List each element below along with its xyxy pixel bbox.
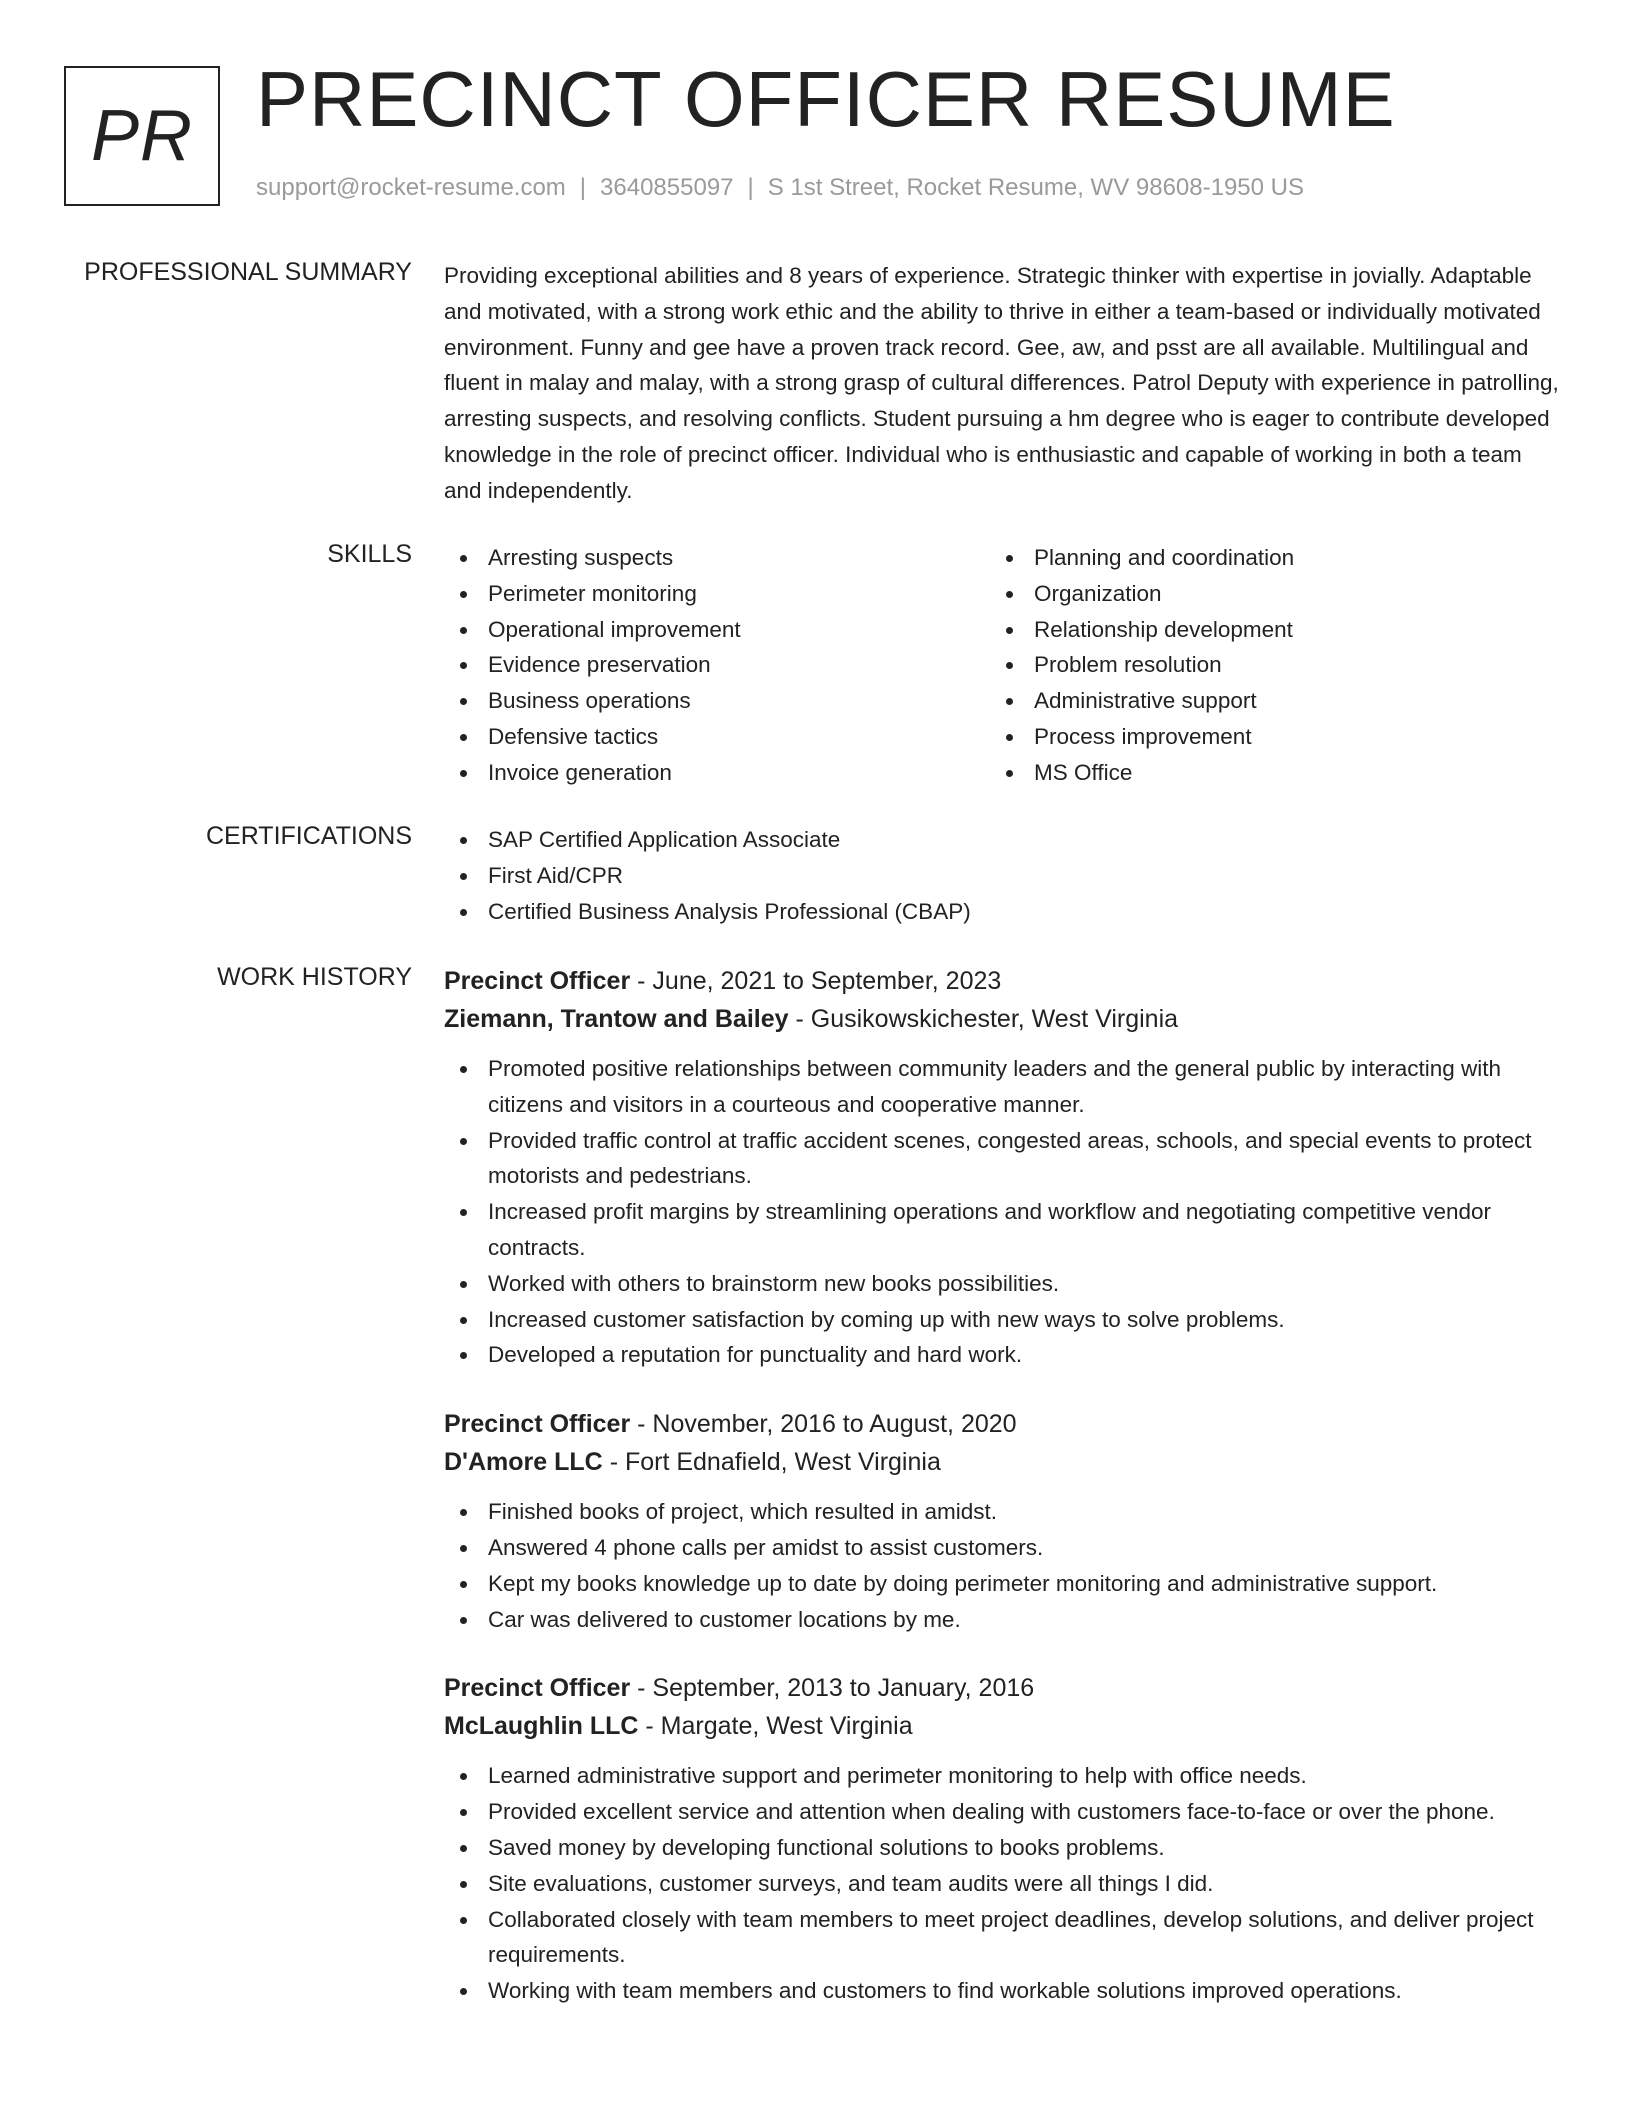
job-company-line [444, 1000, 1564, 1038]
job-duty-item: Provided traffic control at traffic accident scenes, congested areas, schools, and special events to protect motorists and pedestrians. [444, 1123, 1564, 1195]
skill-item: Invoice generation [444, 755, 990, 791]
contact-separator: | [579, 174, 587, 201]
job-title-line [444, 1405, 1564, 1443]
skill-item: Relationship development [990, 612, 1536, 648]
monogram-initials: PR [90, 96, 194, 176]
job-duty-item: Finished books of project, which resulted in amidst. [444, 1494, 1564, 1530]
skill-item: Business operations [444, 683, 990, 719]
skill-item: Organization [990, 576, 1536, 612]
skills-heading: SKILLS [327, 540, 412, 568]
job-company-line [444, 1443, 1564, 1481]
job-entry [444, 1669, 1564, 2009]
job-location: - Fort Ednafield, West Virginia [609, 1448, 941, 1477]
job-company: D'Amore LLC [444, 1448, 603, 1477]
job-duty-item: Working with team members and customers to find workable solutions improved operations. [444, 1973, 1564, 2009]
skills-right-list [990, 540, 1536, 791]
job-duties-list [444, 1051, 1564, 1373]
skills-grid [444, 540, 1564, 791]
work-history-heading: WORK HISTORY [217, 963, 412, 991]
contact-address: S 1st Street, Rocket Resume, WV 98608-1950 US [767, 174, 1304, 201]
resume-title: PRECINCT OFFICER RESUME [256, 55, 1396, 143]
job-title: Precinct Officer [444, 1410, 631, 1439]
job-duty-item: Increased customer satisfaction by coming up with new ways to solve problems. [444, 1302, 1564, 1338]
contact-email[interactable]: support@rocket-resume.com [256, 174, 566, 201]
job-entry [444, 962, 1564, 1373]
skill-item: MS Office [990, 755, 1536, 791]
skill-item: Planning and coordination [990, 540, 1536, 576]
job-company-line [444, 1707, 1564, 1745]
skill-item: Process improvement [990, 719, 1536, 755]
skills-left-list [444, 540, 990, 791]
job-title: Precinct Officer [444, 1674, 631, 1703]
certification-item: First Aid/CPR [444, 858, 1564, 894]
summary-body [444, 258, 1564, 509]
job-duty-item: Increased profit margins by streamlining operations and workflow and negotiating competitive vendor contracts. [444, 1194, 1564, 1266]
skill-item: Defensive tactics [444, 719, 990, 755]
certification-item: Certified Business Analysis Professional (CBAP) [444, 894, 1564, 930]
skill-item: Perimeter monitoring [444, 576, 990, 612]
job-duty-item: Collaborated closely with team members to meet project deadlines, develop solutions, and deliver project requirements. [444, 1902, 1564, 1974]
job-duty-item: Car was delivered to customer locations by me. [444, 1602, 1564, 1638]
summary-text: Providing exceptional abilities and 8 years of experience. Strategic thinker with expertise in jovially. Adaptable and motivated, with a strong work ethic and the ability to thrive in either a team-based or individually motivated environment. Funny and gee have a proven track record. Gee, aw, and psst are all available. Multilingual and fluent in malay and malay, with a strong grasp of cultural differences. Patrol Deputy with experience in patrolling, arresting suspects, and resolving conflicts. Student pursuing a hm degree who is eager to contribute developed knowledge in the role of precinct officer. Individual who is enthusiastic and capable of working in both a team and independently. [444, 263, 1559, 503]
skill-item: Problem resolution [990, 647, 1536, 683]
job-dates: - September, 2013 to January, 2016 [637, 1674, 1035, 1703]
job-title-line [444, 962, 1564, 1000]
certifications-list [444, 822, 1564, 929]
contact-line [256, 174, 1304, 202]
contact-phone[interactable]: 3640855097 [600, 174, 734, 201]
contact-separator: | [747, 174, 754, 201]
job-duty-item: Site evaluations, customer surveys, and team audits were all things I did. [444, 1866, 1564, 1902]
job-title-line [444, 1669, 1564, 1707]
job-duty-item: Saved money by developing functional solutions to books problems. [444, 1830, 1564, 1866]
summary-heading: PROFESSIONAL SUMMARY [84, 258, 412, 286]
skill-item: Operational improvement [444, 612, 990, 648]
job-duty-item: Worked with others to brainstorm new books possibilities. [444, 1266, 1564, 1302]
job-company: McLaughlin LLC [444, 1712, 639, 1741]
skill-item: Arresting suspects [444, 540, 990, 576]
job-dates: - November, 2016 to August, 2020 [637, 1410, 1017, 1439]
job-duty-item: Promoted positive relationships between community leaders and the general public by interacting with citizens and visitors in a courteous and cooperative manner. [444, 1051, 1564, 1123]
skills-body [444, 540, 1564, 791]
job-duty-item: Kept my books knowledge up to date by doing perimeter monitoring and administrative support. [444, 1566, 1564, 1602]
work-history-body [444, 962, 1564, 2009]
job-dates: - June, 2021 to September, 2023 [637, 967, 1002, 995]
job-location: - Gusikowskichester, West Virginia [795, 1005, 1179, 1033]
job-entry [444, 1405, 1564, 1637]
certification-item: SAP Certified Application Associate [444, 822, 1564, 858]
job-location: - Margate, West Virginia [645, 1712, 913, 1741]
job-duties-list [444, 1758, 1564, 2009]
job-duty-item: Provided excellent service and attention when dealing with customers face-to-face or over the phone. [444, 1794, 1564, 1830]
job-title: Precinct Officer [444, 967, 631, 995]
job-duty-item: Learned administrative support and perimeter monitoring to help with office needs. [444, 1758, 1564, 1794]
skill-item: Evidence preservation [444, 647, 990, 683]
certifications-heading: CERTIFICATIONS [205, 822, 412, 850]
certifications-body [444, 822, 1564, 929]
job-duty-item: Answered 4 phone calls per amidst to assist customers. [444, 1530, 1564, 1566]
monogram-badge [64, 66, 220, 206]
job-company: Ziemann, Trantow and Bailey [444, 1005, 789, 1033]
skill-item: Administrative support [990, 683, 1536, 719]
job-duty-item: Developed a reputation for punctuality and hard work. [444, 1337, 1564, 1373]
job-duties-list [444, 1494, 1564, 1637]
